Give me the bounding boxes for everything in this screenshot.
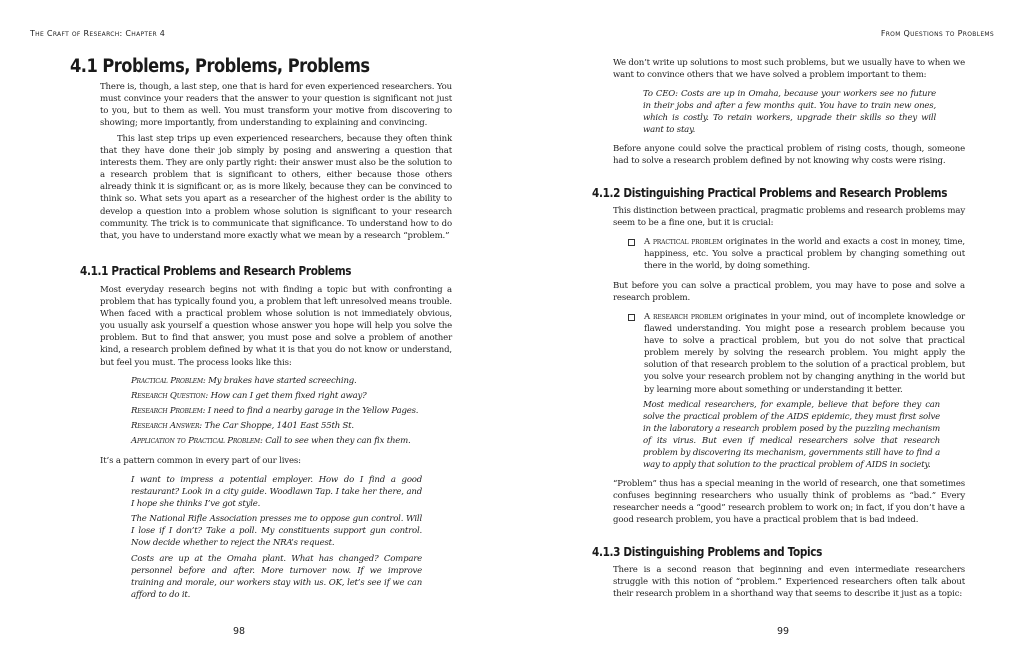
step-label: Research Problem: xyxy=(131,406,206,416)
subsection-2-intro: This distinction between practical, pragmatic problems and research problems may seem to be a fine one, but it is crucial: xyxy=(613,206,965,229)
running-head-left: The Craft of Research: Chapter 4 xyxy=(30,29,166,38)
bullet-body: originates in your mind, out of incomplete knowledge or flawed understanding. You might pose a research problem because you have to solve a practical problem, but you do not solve that practical problem merely by solving the research problem. You might apply the solution of that research problem to the solution of a practical problem, but you solve your research problem not by changing anything in the world but by learning more about something or understanding it better. xyxy=(644,312,965,395)
process-step xyxy=(131,375,357,387)
subsection-title-4-1-1: 4.1.1 Practical Problems and Research Problems xyxy=(80,264,352,278)
between-bullets-paragraph: But before you can solve a practical problem, you may have to pose and solve a research problem. xyxy=(613,281,965,304)
process-step xyxy=(131,405,418,417)
opening-paragraph: We don’t write up solutions to most such problems, but we usually have to when we want to convince others that we have solved a problem important to them: xyxy=(613,58,965,81)
step-text: How can I get them fixed right away? xyxy=(208,391,367,401)
step-text: My brakes have started screeching. xyxy=(205,376,357,386)
page-number-right: 99 xyxy=(777,626,790,637)
subsection-3-paragraph: There is a second reason that beginning and even intermediate researchers struggle with this notion of “problem.” Experienced researchers often talk about their research problem in a shorthand way that seems to describe it just as a topic: xyxy=(613,565,965,600)
checkbox-bullet-icon xyxy=(628,314,635,321)
intro-paragraph-1: There is, though, a last step, one that is hard for even experienced researchers. You must convince your readers that the answer to your question is significant not just to you, but to them as well. You must transform your motive from discovering to showing; more importantly, from understanding to explaining and convincing. xyxy=(100,82,452,129)
step-label: Practical Problem: xyxy=(131,376,206,386)
intro-paragraph-2: This last step trips up even experienced researchers, because they often think that they have done their job simply by posing and answering a question that interests them. They are only partly right: their answer must also be the solution to a research problem that is significant to others, either because those others already think it is significant or, as is more likely, because they can be convinced to think so. What sets you apart as a researcher of the highest order is the ability to develop a question into a problem whose solution is significant to your research community. The trick is to communicate that significance. To understand how to do that, you have to understand more exactly what we mean by a research “problem.” xyxy=(100,134,452,241)
bullet-term: A research problem xyxy=(644,312,723,322)
example-quote: Costs are up at the Omaha plant. What has changed? Compare personnel before and after. More turnover now. If we improve training and morale, our workers stay with us. OK, let’s see if we can afford to do it. xyxy=(131,554,422,601)
process-step xyxy=(131,390,367,402)
page-number-left: 98 xyxy=(233,626,246,637)
bullet-body: originates in the world and exacts a cost in money, time, happiness, etc. You solve a practical problem by changing something out there in the world, by doing something. xyxy=(644,237,965,272)
step-label: Research Question: xyxy=(131,391,209,401)
step-text: I need to find a nearby garage in the Yellow Pages. xyxy=(205,406,419,416)
step-text: The Car Shoppe, 1401 East 55th St. xyxy=(201,421,354,431)
checkbox-bullet-icon xyxy=(628,239,635,246)
running-head-right: From Questions to Problems xyxy=(880,29,994,38)
bullet-text xyxy=(644,236,965,272)
subsection-title-4-1-2: 4.1.2 Distinguishing Practical Problems and Research Problems xyxy=(592,186,948,200)
example-quote: The National Rifle Association presses me to oppose gun control. Will I lose if I don’t? Take a poll. My constituents support gun control. Now decide whether to reject the NRA’s request. xyxy=(131,514,422,549)
process-step xyxy=(131,420,354,432)
problem-meaning-paragraph: “Problem” thus has a special meaning in the world of research, one that sometimes confuses beginning researchers who usually think of problems as “bad.” Every researcher needs a “good” research problem to work on; in fact, if you don’t have a good research problem, you have a practical problem that is bad indeed. xyxy=(613,479,965,526)
step-label: Research Answer: xyxy=(131,421,202,431)
ceo-quote: To CEO: Costs are up in Omaha, because your workers see no future in their jobs and after a few months quit. You have to train new ones, which is costly. To retain workers, upgrade their skills so they will want to stay. xyxy=(643,89,936,136)
right-page xyxy=(512,0,1024,663)
pattern-intro: It’s a pattern common in every part of our lives: xyxy=(100,456,301,466)
subsection-paragraph: Most everyday research begins not with finding a topic but with confronting a problem that has typically found you, a problem that left unresolved means trouble. When faced with a practical problem whose solution is not immediately obvious, you usually ask yourself a question whose answer you hope will help you solve the problem. But to find that answer, you must pose and solve a problem of another kind, a research problem defined by what it is that you do not know or understand, but feel you must. The process looks like this: xyxy=(100,285,452,368)
bullet-text xyxy=(644,311,965,396)
medical-example-quote: Most medical researchers, for example, believe that before they can solve the practical problem of the AIDS epidemic, they must first solve in the laboratory a research problem posed by the puzzling mechanism of its virus. But even if medical researchers solve that research problem by discovering its mechanism, governments still have to find a way to apply that solution to the practical problem of AIDS in society. xyxy=(643,400,940,471)
bullet-term: A practical problem xyxy=(644,237,723,247)
subsection-title-4-1-3: 4.1.3 Distinguishing Problems and Topics xyxy=(592,545,823,559)
step-text: Call to see when they can fix them. xyxy=(262,436,411,446)
example-quote: I want to impress a potential employer. How do I find a good restaurant? Look in a city guide. Woodlawn Tap. I take her there, and I hope she thinks I’ve got style. xyxy=(131,475,422,510)
after-quote-paragraph: Before anyone could solve the practical problem of rising costs, though, someone had to solve a research problem defined by not knowing why costs were rising. xyxy=(613,144,965,167)
section-title: 4.1 Problems, Problems, Problems xyxy=(70,56,370,77)
process-step xyxy=(131,435,411,447)
step-label: Application to Practical Problem: xyxy=(131,436,263,446)
